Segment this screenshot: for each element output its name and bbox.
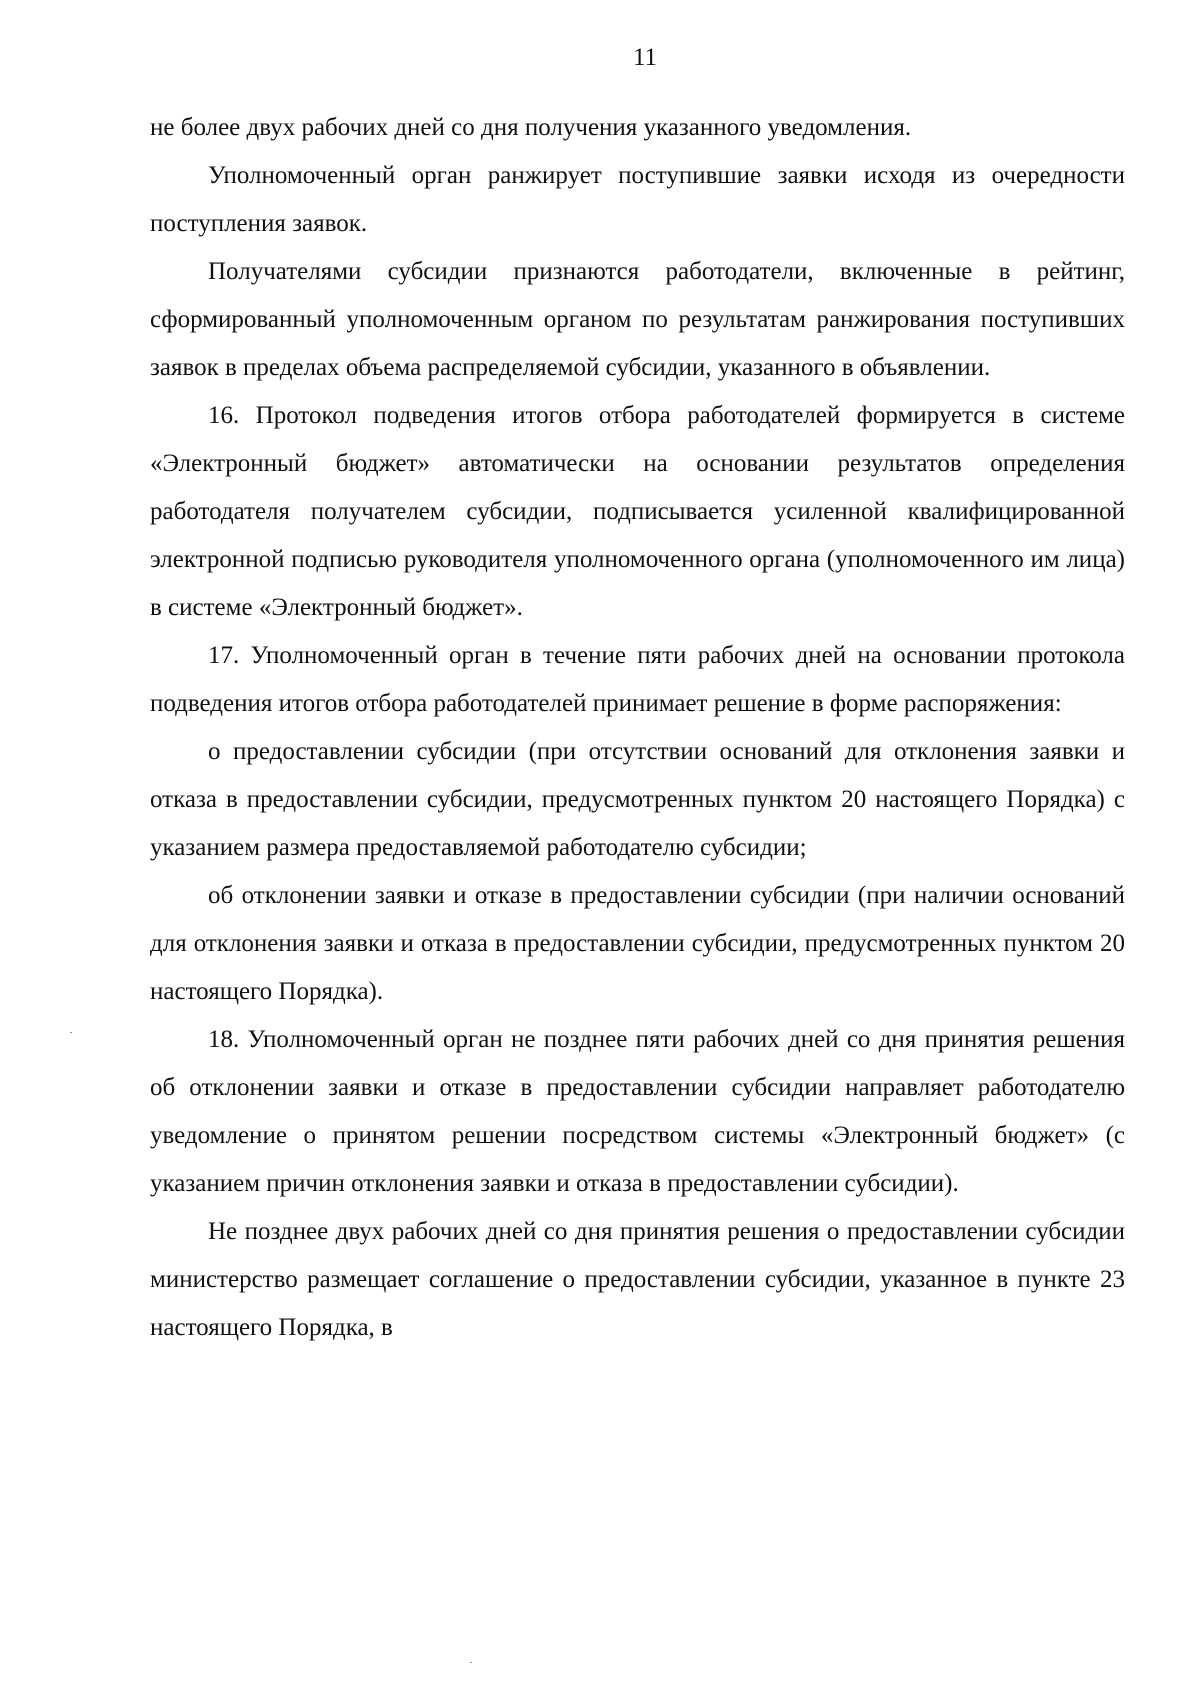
paragraph-1: не более двух рабочих дней со дня получения указанного уведомления. (150, 114, 912, 141)
document-body (150, 104, 1125, 1352)
page-number: 11 (632, 44, 658, 71)
paragraph-17: 17. Уполномоченный орган в течение пяти рабочих дней на основании протокола подведения итогов отбора работодателей принимает решение в форме распоряжения: (150, 642, 1125, 717)
paragraph-2: Уполномоченный орган ранжирует поступившие заявки исходя из очередности поступления заявок. (150, 162, 1125, 237)
scan-speck (470, 1662, 472, 1663)
paragraph-16: 16. Протокол подведения итогов отбора работодателей формируется в системе «Электронный бюджет» автоматически на основании результатов определения работодателя получателем субсидии, подписывается усиленной квалифицированной электронной подписью руководителя уполномоченного органа (уполномоченного им лица) в системе «Электронный бюджет». (150, 402, 1125, 621)
paragraph-18: 18. Уполномоченный орган не позднее пяти рабочих дней со дня принятия решения об отклонении заявки и отказе в предоставлении субсидии направляет работодателю уведомление о принятом решении посредством системы «Электронный бюджет» (с указанием причин отклонения заявки и отказа в предоставлении субсидии). (150, 1026, 1125, 1197)
paragraph-18-continued: Не позднее двух рабочих дней со дня принятия решения о предоставлении субсидии министерство размещает соглашение о предоставлении субсидии, указанное в пункте 23 настоящего Порядка, в (150, 1218, 1125, 1341)
paragraph-3: Получателями субсидии признаются работодатели, включенные в рейтинг, сформированный уполномоченным органом по результатам ранжирования поступивших заявок в пределах объема распределяемой субсидии, указанного в объявлении. (150, 258, 1125, 381)
paragraph-17-option-reject: об отклонении заявки и отказе в предоставлении субсидии (при наличии оснований для отклонения заявки и отказа в предоставлении субсидии, предусмотренных пунктом 20 настоящего Порядка). (150, 882, 1125, 1005)
scan-speck (70, 1032, 72, 1033)
paragraph-17-option-grant: о предоставлении субсидии (при отсутствии оснований для отклонения заявки и отказа в предоставлении субсидии, предусмотренных пунктом 20 настоящего Порядка) с указанием размера предоставляемой работодателю субсидии; (150, 738, 1125, 861)
